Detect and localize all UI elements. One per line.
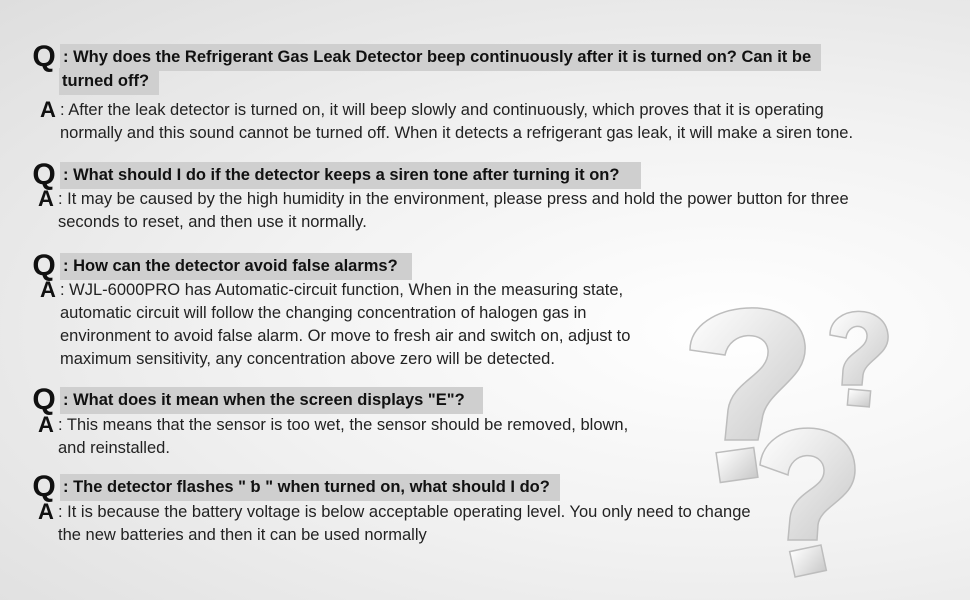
question-text: : What should I do if the detector keeps a siren tone after turning it on? <box>60 162 641 189</box>
question-text: : Why does the Refrigerant Gas Leak Detector beep continuously after it is turned on? Can it be <box>60 44 821 71</box>
question-text: : How can the detector avoid false alarms? <box>60 253 412 280</box>
answer-text-cont: automatic circuit will follow the changing concentration of halogen gas in <box>60 304 587 322</box>
medium-question-mark-icon <box>760 428 855 540</box>
answer-text: : This means that the sensor is too wet, the sensor should be removed, blown, <box>58 416 629 434</box>
answer-icon: A <box>40 97 56 122</box>
question-text: : The detector flashes " ƅ " when turned on, what should I do? <box>60 474 560 501</box>
answer-text: : It is because the battery voltage is below acceptable operating level. You only need to change <box>58 503 751 521</box>
answer-text-cont: environment to avoid false alarm. Or move to fresh air and switch on, adjust to <box>60 327 631 345</box>
question-icon: Q <box>32 383 56 416</box>
answer-text-cont: normally and this sound cannot be turned off. When it detects a refrigerant gas leak, it will make a siren tone. <box>60 124 854 142</box>
answer-text-cont: maximum sensitivity, any concentration above zero will be detected. <box>60 350 555 368</box>
medium-question-dot-icon <box>790 545 827 577</box>
answer-text: : It may be caused by the high humidity in the environment, please press and hold the power button for three <box>58 190 849 208</box>
question-icon: Q <box>32 470 56 503</box>
answer-text-cont: and reinstalled. <box>58 439 170 457</box>
large-question-mark-icon <box>690 308 805 440</box>
answer-text: : After the leak detector is turned on, it will beep slowly and continuously, which proves that it is operating <box>60 101 824 119</box>
question-text: : What does it mean when the screen displays "E"? <box>60 387 483 414</box>
question-icon: Q <box>32 40 56 73</box>
small-question-dot-icon <box>847 389 870 407</box>
answer-icon: A <box>38 412 54 437</box>
question-text-cont: turned off? <box>59 68 159 95</box>
answer-text-cont: seconds to reset, and then use it normally. <box>58 213 367 231</box>
answer-text: : WJL-6000PRO has Automatic-circuit function, When in the measuring state, <box>60 281 624 299</box>
question-icon: Q <box>32 249 56 282</box>
answer-text-cont: the new batteries and then it can be used normally <box>58 526 427 544</box>
answer-icon: A <box>40 277 56 302</box>
answer-icon: A <box>38 186 54 211</box>
large-question-dot-icon <box>716 448 758 483</box>
small-question-mark-icon <box>830 311 888 385</box>
question-icon: Q <box>32 158 56 191</box>
answer-icon: A <box>38 499 54 524</box>
